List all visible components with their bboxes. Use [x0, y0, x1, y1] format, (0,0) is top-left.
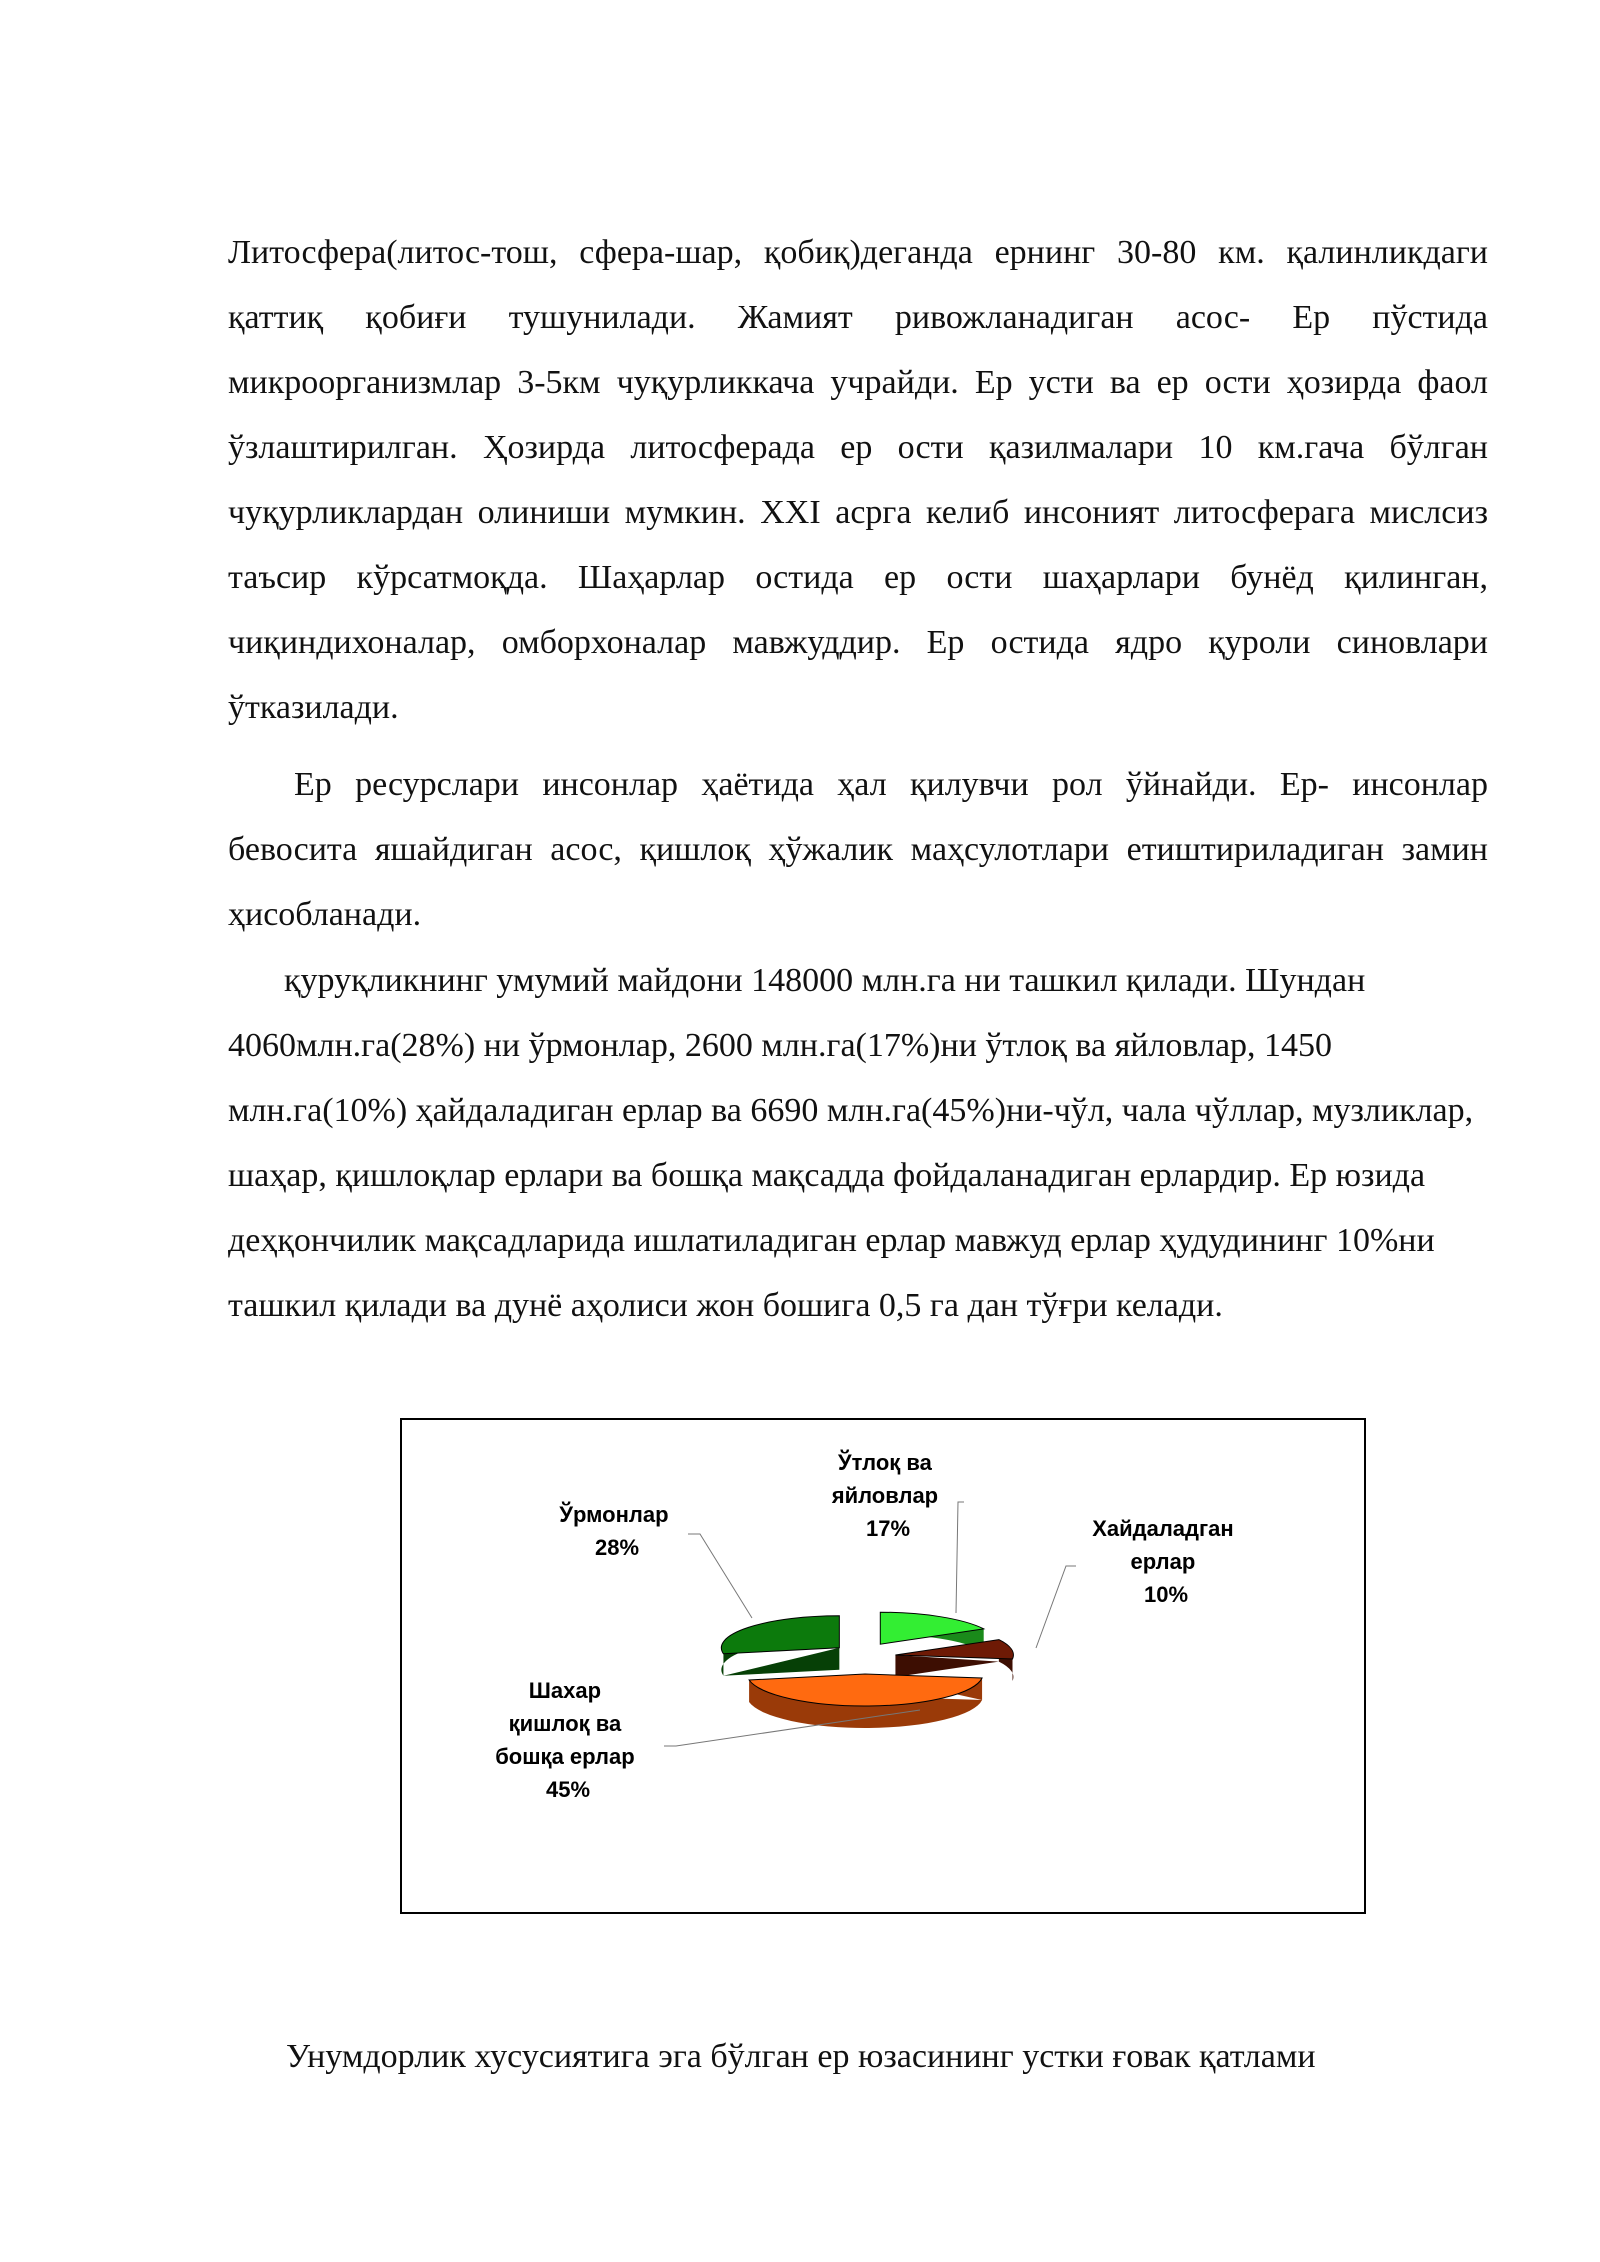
paragraph-land-area: қуруқликнинг умумий майдони 148000 млн.га ни ташкил қилади. Шундан 4060млн.га(28%) ни ўрмонлар, 2600 млн.га(17%)ни ўтлоқ ва яйловлар, 1450 млн.га(10%) ҳайдаладиган ерлар ва 6690 млн.га(45%)ни-чўл, чала чўллар, музликлар, шаҳар, қишлоқлар ерлари ва бошқа мақсадда фойдаланадиган ерлардир. Ер юзида деҳқончилик мақсадларида ишлатиладиган ерлар мавжуд ерлар ҳудудининг 10%ни ташкил қилади ва дунё аҳолиси жон бошига 0,5 га дан тўғри келади. [228, 962, 1474, 1324]
pie-slice-arable [895, 1640, 1013, 1659]
leader-line-forest [688, 1534, 752, 1618]
pie-chart-svg [402, 1420, 1364, 1912]
label-city: Шахар қишлоқ ва бошқа ерлар 45% [495, 1678, 635, 1802]
paragraph-land-resources: Ер ресурслари инсонлар ҳаётида ҳал қилувчи рол ўйнайди. Ер- инсонлар бевосита яшайдиган асос, қишлоқ ҳўжалик маҳсулотлари етиштириладиган замин ҳисобланади. [228, 766, 1488, 933]
leader-line-meadow [956, 1502, 964, 1613]
land-use-pie-chart [400, 1418, 1366, 1914]
paragraph-soil-layer: Унумдорлик хусусиятига эга бўлган ер юзасининг устки ғовак қатлами [286, 2038, 1316, 2075]
label-arable: Хайдаладган ерлар 10% [1092, 1516, 1234, 1607]
leader-line-arable [1036, 1566, 1076, 1648]
pie-slice-forest [721, 1616, 839, 1654]
paragraph-lithosphere: Литосфера(литос-тош, сфера-шар, қобиқ)деганда ернинг 30-80 км. қалинликдаги қаттиқ қобиғи тушунилади. Жамият ривожланадиган асос- Ер пўстида микроорганизмлар 3-5км чуқурликкача учрайди. Ер усти ва ер ости ҳозирда фаол ўзлаштирилган. Ҳозирда литосферада ер ости қазилмалари 10 км.гача бўлган чуқурликлардан олиниши мумкин. XXI асрга келиб инсоният литосферага мислсиз таъсир кўрсатмоқда. Шаҳарлар остида ер ости шаҳарлари бунёд қилинган, чиқиндихоналар, омборхоналар мавжуддир. Ер остида ядро қуроли синовлари ўтказилади. [228, 234, 1488, 726]
label-meadow: Ўтлоқ ва яйловлар 17% [831, 1450, 939, 1541]
label-forest: Ўрмонлар 28% [559, 1502, 669, 1560]
